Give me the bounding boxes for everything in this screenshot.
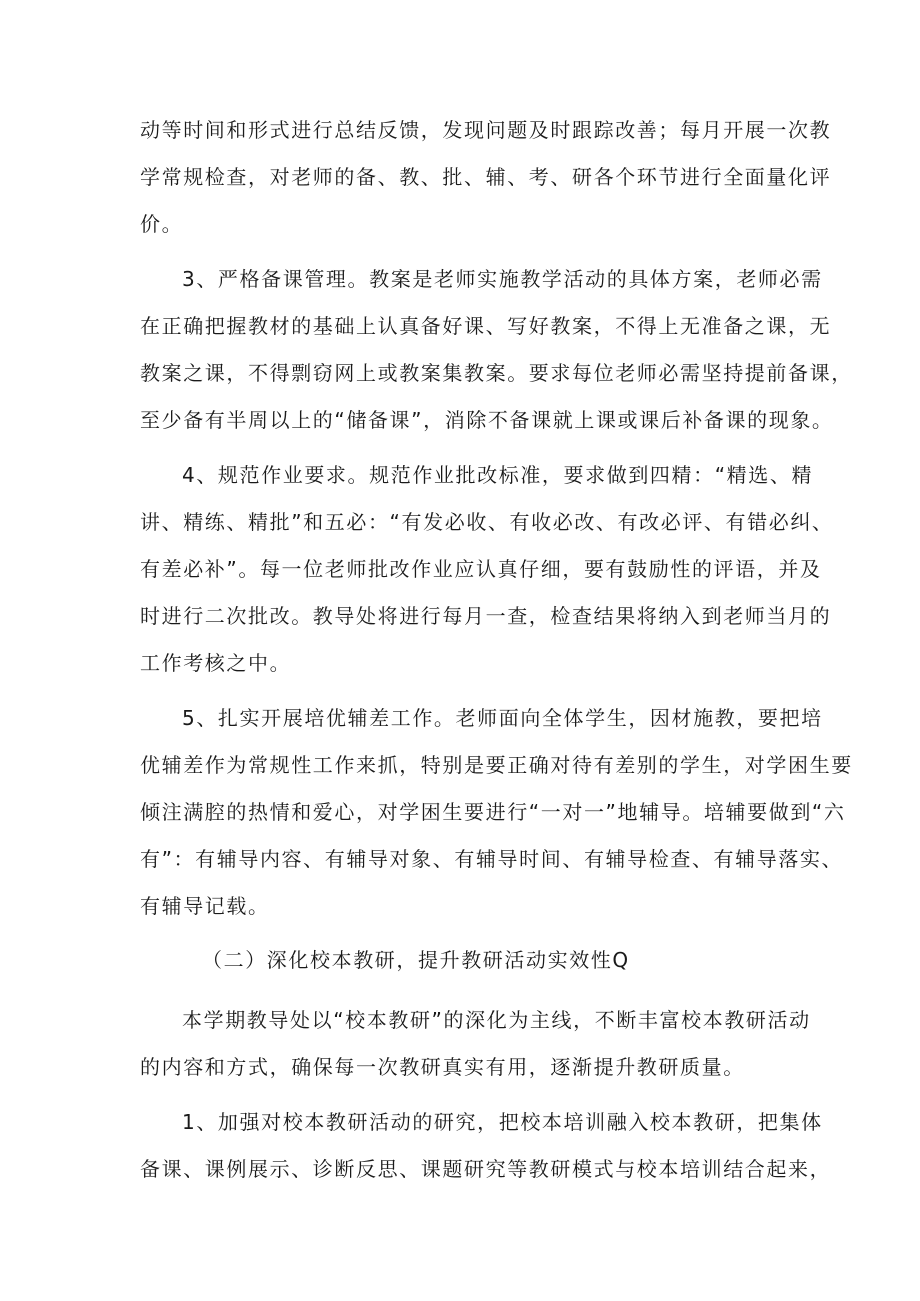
paragraph-line: 倾注满腔的热情和爱心，对学困生要进行“一对一”地辅导。培辅要做到“六 xyxy=(140,800,846,824)
section-heading: （二）深化校本教研，提升教研活动实效性Q xyxy=(202,948,630,972)
paragraph-line: 时进行二次批改。教导处将进行每月一查，检查结果将纳入到老师当月的 xyxy=(140,604,832,628)
paragraph-line: 价。 xyxy=(140,212,184,236)
paragraph-line: 讲、精练、精批”和五必：“有发必收、有收必改、有改必评、有错必纠、 xyxy=(140,510,834,534)
paragraph-line: 在正确把握教材的基础上认真备好课、写好教案，不得上无准备之课，无 xyxy=(140,314,832,338)
paragraph-line: 教案之课，不得剽窃网上或教案集教案。要求每位老师必需坚持提前备课， xyxy=(140,361,853,385)
paragraph-line: 备课、课例展示、诊断反思、课题研究等教研模式与校本培训结合起来， xyxy=(140,1157,832,1181)
paragraph-line: 有”：有辅导内容、有辅导对象、有辅导时间、有辅导检查、有辅导落实、 xyxy=(140,847,844,871)
paragraph-line: 优辅差作为常规性工作来抓，特别是要正确对待有差别的学生，对学困生要 xyxy=(140,753,853,777)
paragraph-line: 学常规检查，对老师的备、教、批、辅、考、研各个环节进行全面量化评 xyxy=(140,165,832,189)
paragraph-line: 3、严格备课管理。教案是老师实施教学活动的具体方案，老师必需 xyxy=(182,267,823,291)
paragraph-line: 的内容和方式，确保每一次教研真实有用，逐渐提升教研质量。 xyxy=(140,1055,745,1079)
paragraph-line: 5、扎实开展培优辅差工作。老师面向全体学生，因材施教，要把培 xyxy=(182,706,823,730)
paragraph-line: 有差必补”。每一位老师批改作业应认真仔细，要有鼓励性的评语，并及 xyxy=(140,557,822,581)
paragraph-line: 本学期教导处以“校本教研”的深化为主线，不断丰富校本教研活动 xyxy=(182,1008,811,1032)
paragraph-line: 4、规范作业要求。规范作业批改标准，要求做到四精：“精选、精 xyxy=(182,463,814,487)
paragraph-line: 有辅导记载。 xyxy=(140,894,270,918)
paragraph-line: 工作考核之中。 xyxy=(140,651,292,675)
paragraph-line: 至少备有半周以上的“储备课”，消除不备课就上课或课后补备课的现象。 xyxy=(140,408,834,432)
paragraph-line: 1、加强对校本教研活动的研究，把校本培训融入校本教研，把集体 xyxy=(182,1110,823,1134)
paragraph-line: 动等时间和形式进行总结反馈，发现问题及时跟踪改善；每月开展一次教 xyxy=(140,118,832,142)
